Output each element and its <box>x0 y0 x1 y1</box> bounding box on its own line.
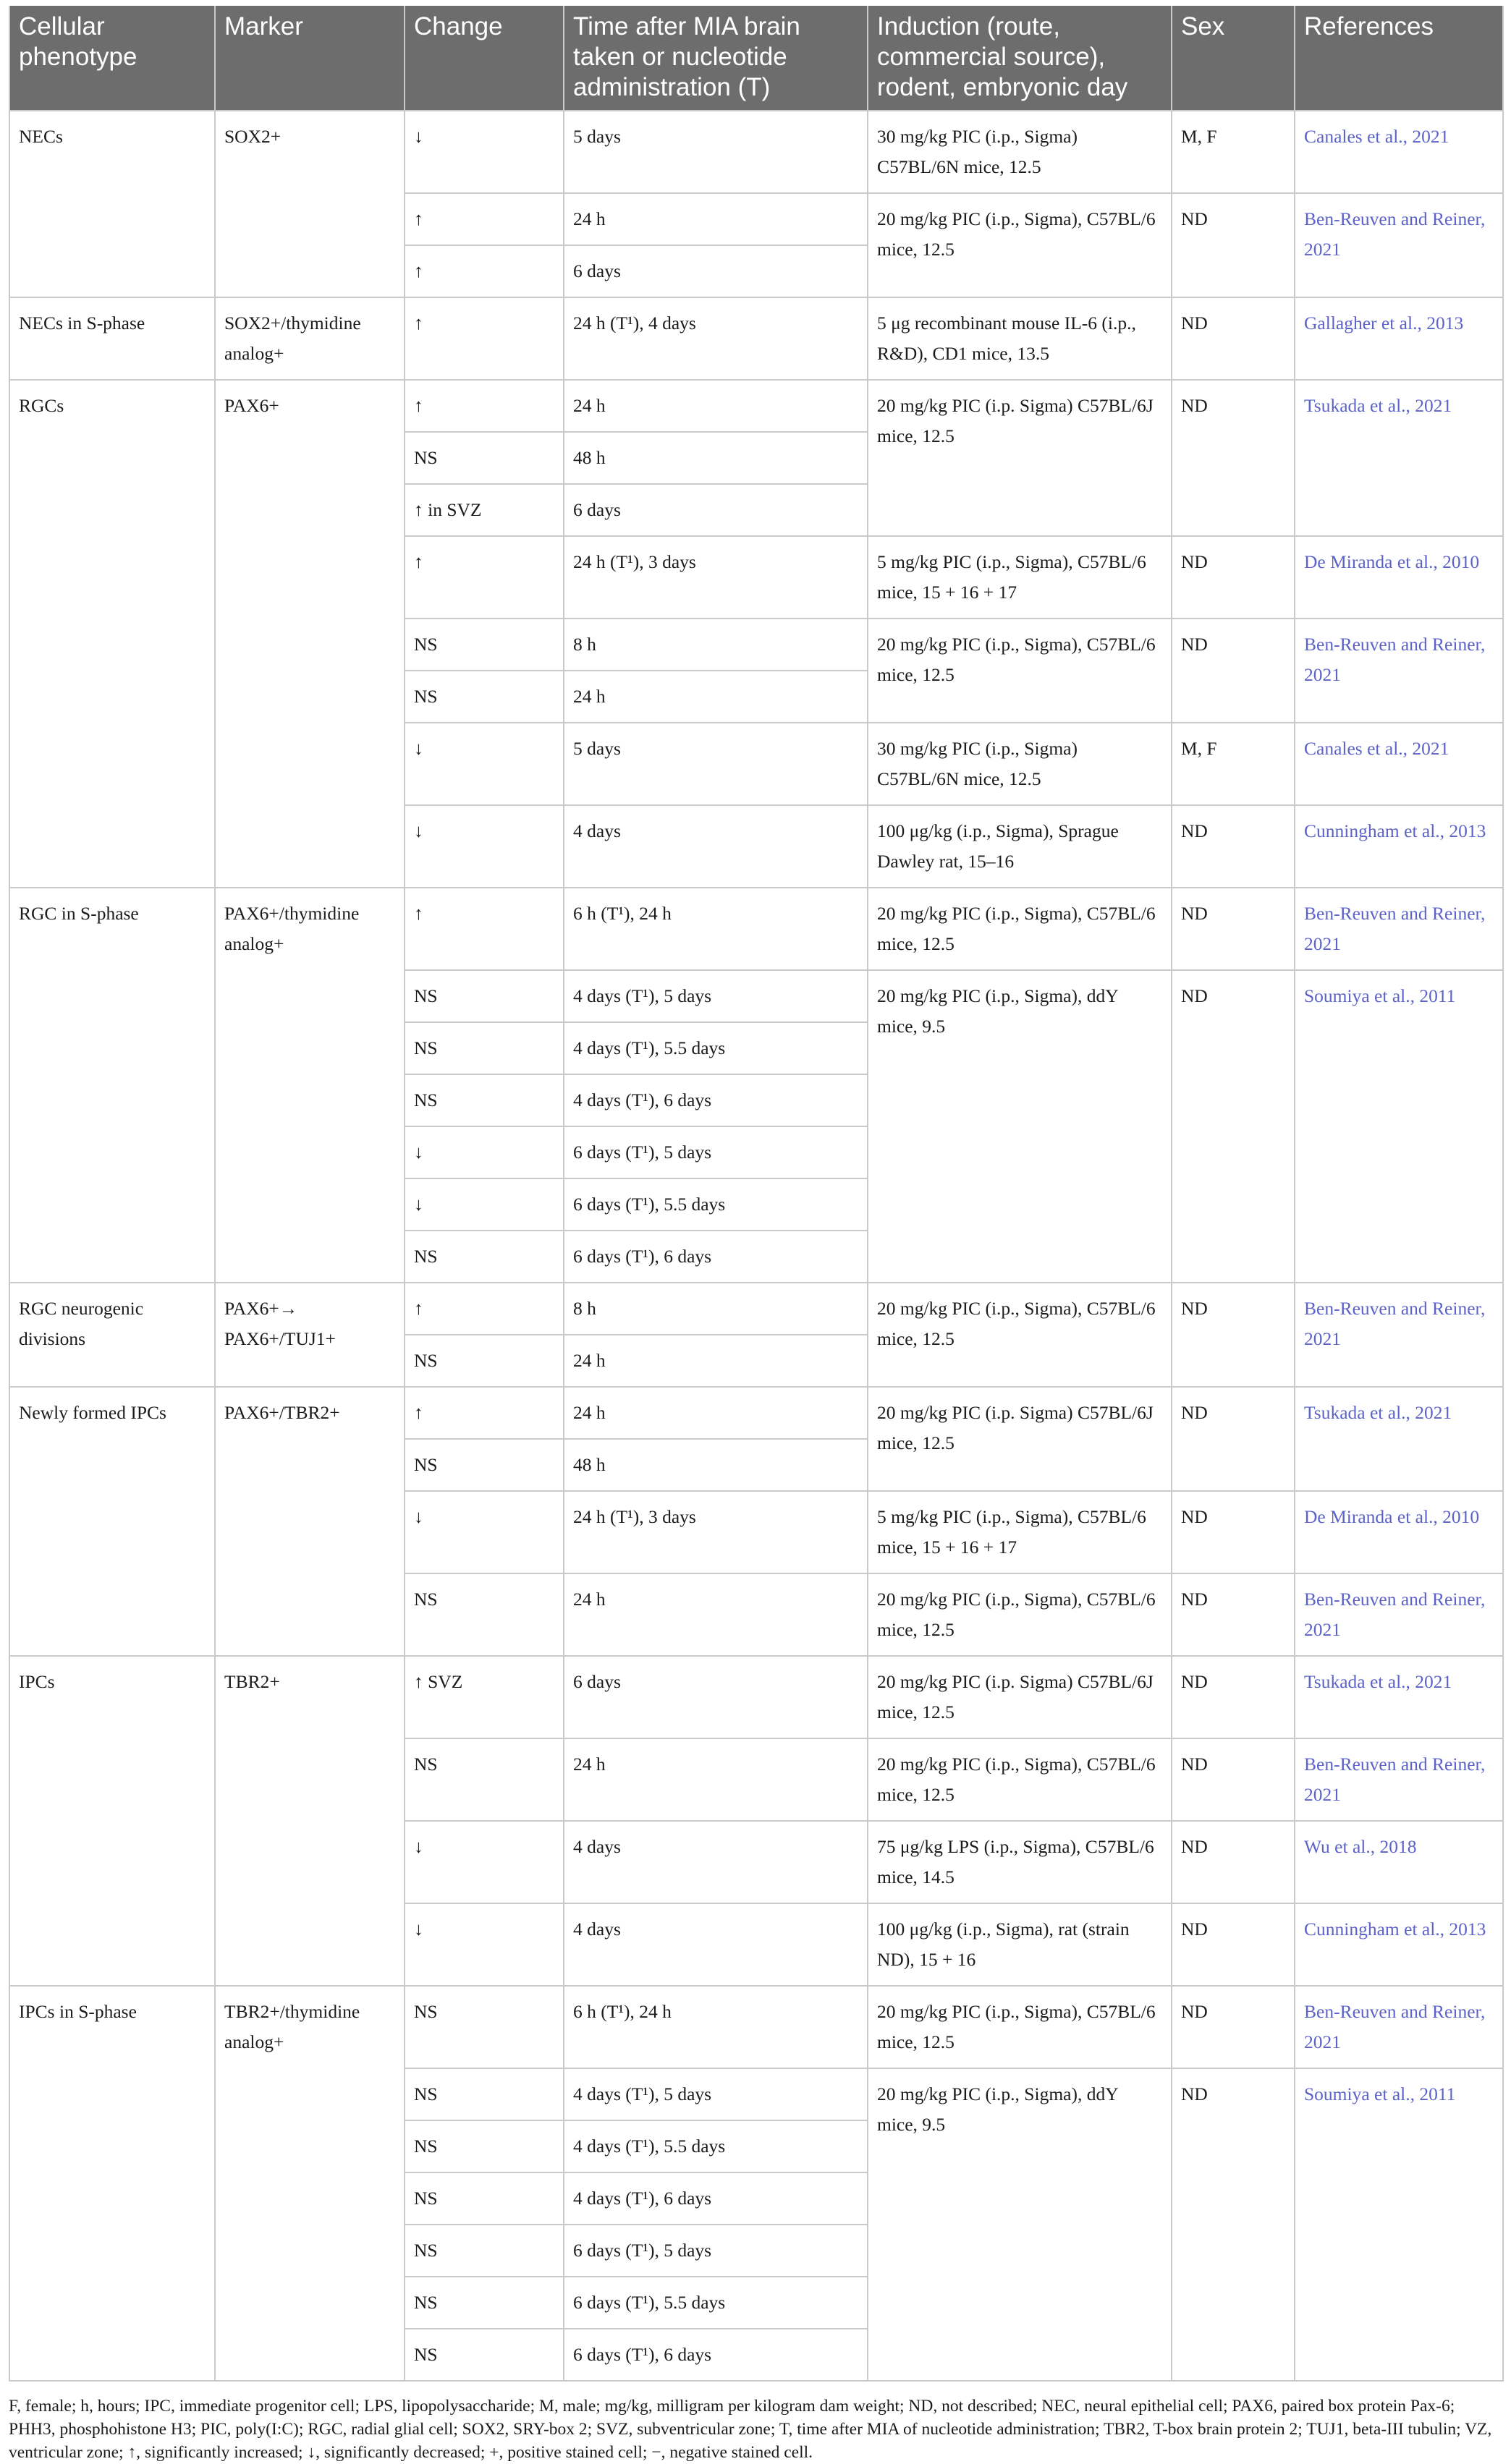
cell-phenotype: Newly formed IPCs <box>9 1387 215 1656</box>
cell-time: 5 days <box>564 111 868 193</box>
cell-time: 6 days (T¹), 5.5 days <box>564 2277 868 2329</box>
cell-change: NS <box>405 619 564 671</box>
cell-change: NS <box>405 2120 564 2172</box>
cell-change: NS <box>405 1231 564 1283</box>
cell-induction: 5 μg recombinant mouse IL-6 (i.p., R&D), CD1 mice, 13.5 <box>868 297 1172 380</box>
cell-reference[interactable]: De Miranda et al., 2010 <box>1295 536 1503 619</box>
header-time: Time after MIA brain taken or nucleotide administration (T) <box>564 6 868 111</box>
cell-sex: ND <box>1172 805 1295 888</box>
cell-phenotype: NECs in S-phase <box>9 297 215 380</box>
cell-time: 6 days (T¹), 5 days <box>564 2225 868 2277</box>
cell-induction: 20 mg/kg PIC (i.p., Sigma), C57BL/6 mice, 12.5 <box>868 1573 1172 1656</box>
table-row <box>9 1656 1503 1738</box>
cell-reference[interactable]: Cunningham et al., 2013 <box>1295 1903 1503 1986</box>
cell-marker: TBR2+/thymidine analog+ <box>215 1986 405 2381</box>
cell-sex: ND <box>1172 1821 1295 1903</box>
cell-induction: 20 mg/kg PIC (i.p., Sigma), ddY mice, 9.5 <box>868 970 1172 1283</box>
cell-change: NS <box>405 2329 564 2381</box>
table-row <box>9 1283 1503 1335</box>
table-footnote: F, female; h, hours; IPC, immediate progenitor cell; LPS, lipopolysaccharide; M, male; mg/kg, milligram per kilogram dam weight; ND, not described; NEC, neural epithelial cell; PAX6, paired box protein Pax-6; PHH3, phosphohistone H3; PIC, poly(I:C); RGC, radial glial cell; SOX2, SRY-box 2; SVZ, subventricular zone; T, time after MIA of nucleotide administration; TBR2, T-box brain protein 2; TUJ1, beta-III tubulin; VZ, ventricular zone; ↑, significantly increased; ↓, significantly decreased; +, positive stained cell; −, negative stained cell. <box>9 2397 1492 2462</box>
cell-time: 4 days (T¹), 5.5 days <box>564 1022 868 1074</box>
cell-change: NS <box>405 2225 564 2277</box>
cell-time: 8 h <box>564 619 868 671</box>
cell-induction: 20 mg/kg PIC (i.p., Sigma), C57BL/6 mice, 12.5 <box>868 1738 1172 1821</box>
cell-sex: ND <box>1172 2068 1295 2381</box>
cell-change: ↑ <box>405 297 564 380</box>
cell-induction: 75 μg/kg LPS (i.p., Sigma), C57BL/6 mice, 14.5 <box>868 1821 1172 1903</box>
cell-time: 24 h (T¹), 4 days <box>564 297 868 380</box>
cell-phenotype: IPCs in S-phase <box>9 1986 215 2381</box>
cell-change: ↓ <box>405 1178 564 1231</box>
cell-change: NS <box>405 1335 564 1387</box>
cell-sex: M, F <box>1172 111 1295 193</box>
cell-sex: ND <box>1172 536 1295 619</box>
cell-change: ↓ <box>405 1903 564 1986</box>
cell-change: ↑ <box>405 193 564 245</box>
cell-time: 6 days (T¹), 6 days <box>564 2329 868 2381</box>
cell-reference[interactable]: Ben-Reuven and Reiner, 2021 <box>1295 1573 1503 1656</box>
cell-change: NS <box>405 2277 564 2329</box>
cell-time: 6 days <box>564 1656 868 1738</box>
cell-sex: ND <box>1172 1738 1295 1821</box>
header-references: References <box>1295 6 1503 111</box>
cell-time: 4 days (T¹), 6 days <box>564 2172 868 2225</box>
cell-change: ↓ <box>405 1491 564 1573</box>
cell-reference[interactable]: Tsukada et al., 2021 <box>1295 380 1503 536</box>
cell-time: 5 days <box>564 723 868 805</box>
cell-marker: PAX6+/thymidine analog+ <box>215 888 405 1283</box>
cell-reference[interactable]: De Miranda et al., 2010 <box>1295 1491 1503 1573</box>
cell-time: 4 days (T¹), 6 days <box>564 1074 868 1126</box>
cell-change: ↑ <box>405 1283 564 1335</box>
cell-marker: PAX6+/TBR2+ <box>215 1387 405 1656</box>
cell-change: ↑ <box>405 536 564 619</box>
table-row <box>9 111 1503 193</box>
table-row <box>9 1387 1503 1439</box>
cell-change: NS <box>405 1022 564 1074</box>
cell-time: 24 h (T¹), 3 days <box>564 536 868 619</box>
cell-marker: PAX6+ <box>215 380 405 888</box>
header-cellular-phenotype: Cellular phenotype <box>9 6 215 111</box>
cell-sex: ND <box>1172 380 1295 536</box>
cell-time: 6 days (T¹), 5.5 days <box>564 1178 868 1231</box>
cell-time: 24 h <box>564 1573 868 1656</box>
cell-time: 24 h <box>564 1335 868 1387</box>
cell-time: 6 days <box>564 484 868 536</box>
cell-change: NS <box>405 432 564 484</box>
header-sex: Sex <box>1172 6 1295 111</box>
cell-time: 6 days <box>564 245 868 297</box>
cell-reference[interactable]: Canales et al., 2021 <box>1295 111 1503 193</box>
cell-change: NS <box>405 1573 564 1656</box>
table-row <box>9 1986 1503 2068</box>
cell-reference[interactable]: Wu et al., 2018 <box>1295 1821 1503 1903</box>
cell-sex: ND <box>1172 1491 1295 1573</box>
cell-change: NS <box>405 671 564 723</box>
header-change: Change <box>405 6 564 111</box>
cell-time: 6 days (T¹), 5 days <box>564 1126 868 1178</box>
cell-induction: 30 mg/kg PIC (i.p., Sigma) C57BL/6N mice, 12.5 <box>868 111 1172 193</box>
cell-reference[interactable]: Tsukada et al., 2021 <box>1295 1387 1503 1491</box>
cell-induction: 20 mg/kg PIC (i.p., Sigma), C57BL/6 mice, 12.5 <box>868 1986 1172 2068</box>
cell-change: NS <box>405 970 564 1022</box>
cell-reference[interactable]: Ben-Reuven and Reiner, 2021 <box>1295 1283 1503 1387</box>
cell-change: NS <box>405 2172 564 2225</box>
cell-phenotype: IPCs <box>9 1656 215 1986</box>
table-row <box>9 380 1503 432</box>
cell-change: ↓ <box>405 111 564 193</box>
header-marker: Marker <box>215 6 405 111</box>
cell-marker: PAX6+→ PAX6+/TUJ1+ <box>215 1283 405 1387</box>
data-table <box>9 6 1504 2382</box>
cell-change: ↑ <box>405 1387 564 1439</box>
cell-sex: ND <box>1172 1903 1295 1986</box>
cell-sex: ND <box>1172 1656 1295 1738</box>
cell-sex: M, F <box>1172 723 1295 805</box>
cell-time: 4 days <box>564 1821 868 1903</box>
cell-phenotype: RGC neurogenic divisions <box>9 1283 215 1387</box>
cell-phenotype: RGCs <box>9 380 215 888</box>
cell-reference[interactable]: Ben-Reuven and Reiner, 2021 <box>1295 888 1503 970</box>
cell-reference[interactable]: Ben-Reuven and Reiner, 2021 <box>1295 1738 1503 1821</box>
cell-sex: ND <box>1172 1573 1295 1656</box>
table-row <box>9 888 1503 970</box>
cell-induction: 20 mg/kg PIC (i.p. Sigma) C57BL/6J mice, 12.5 <box>868 1387 1172 1491</box>
cell-reference[interactable]: Gallagher et al., 2013 <box>1295 297 1503 380</box>
cell-reference[interactable]: Ben-Reuven and Reiner, 2021 <box>1295 619 1503 723</box>
cell-sex: ND <box>1172 297 1295 380</box>
cell-sex: ND <box>1172 619 1295 723</box>
cell-change: ↑ <box>405 245 564 297</box>
cell-marker: TBR2+ <box>215 1656 405 1986</box>
cell-induction: 20 mg/kg PIC (i.p., Sigma), C57BL/6 mice, 12.5 <box>868 619 1172 723</box>
cell-time: 6 h (T¹), 24 h <box>564 1986 868 2068</box>
cell-time: 24 h <box>564 671 868 723</box>
table-row <box>9 297 1503 380</box>
cell-change: NS <box>405 2068 564 2120</box>
cell-reference[interactable]: Tsukada et al., 2021 <box>1295 1656 1503 1738</box>
cell-time: 4 days (T¹), 5.5 days <box>564 2120 868 2172</box>
cell-change: ↑ <box>405 888 564 970</box>
cell-induction: 20 mg/kg PIC (i.p., Sigma), C57BL/6 mice, 12.5 <box>868 1283 1172 1387</box>
cell-phenotype: RGC in S-phase <box>9 888 215 1283</box>
cell-sex: ND <box>1172 1387 1295 1491</box>
cell-change: NS <box>405 1738 564 1821</box>
cell-change: ↓ <box>405 1126 564 1178</box>
cell-sex: ND <box>1172 970 1295 1283</box>
cell-reference[interactable]: Ben-Reuven and Reiner, 2021 <box>1295 1986 1503 2068</box>
cell-time: 6 days (T¹), 6 days <box>564 1231 868 1283</box>
cell-time: 24 h <box>564 1738 868 1821</box>
cell-time: 8 h <box>564 1283 868 1335</box>
cell-time: 24 h (T¹), 3 days <box>564 1491 868 1573</box>
cell-sex: ND <box>1172 193 1295 297</box>
cell-change: NS <box>405 1986 564 2068</box>
cell-induction: 20 mg/kg PIC (i.p. Sigma) C57BL/6J mice, 12.5 <box>868 380 1172 536</box>
cell-change: NS <box>405 1439 564 1491</box>
cell-phenotype: NECs <box>9 111 215 297</box>
cell-induction: 20 mg/kg PIC (i.p. Sigma) C57BL/6J mice, 12.5 <box>868 1656 1172 1738</box>
cell-time: 48 h <box>564 1439 868 1491</box>
table-body <box>9 111 1503 2381</box>
cell-induction: 20 mg/kg PIC (i.p., Sigma), C57BL/6 mice, 12.5 <box>868 193 1172 297</box>
cell-induction: 5 mg/kg PIC (i.p., Sigma), C57BL/6 mice, 15 + 16 + 17 <box>868 536 1172 619</box>
cell-marker: SOX2+ <box>215 111 405 297</box>
cell-time: 4 days <box>564 805 868 888</box>
cell-time: 4 days (T¹), 5 days <box>564 970 868 1022</box>
cell-reference[interactable]: Canales et al., 2021 <box>1295 723 1503 805</box>
cell-sex: ND <box>1172 888 1295 970</box>
table-container <box>9 6 1502 2464</box>
cell-time: 24 h <box>564 1387 868 1439</box>
cell-change: ↑ <box>405 380 564 432</box>
cell-induction: 20 mg/kg PIC (i.p., Sigma), ddY mice, 9.5 <box>868 2068 1172 2381</box>
cell-induction: 100 μg/kg (i.p., Sigma), rat (strain ND), 15 + 16 <box>868 1903 1172 1986</box>
cell-induction: 20 mg/kg PIC (i.p., Sigma), C57BL/6 mice, 12.5 <box>868 888 1172 970</box>
cell-change: ↑ SVZ <box>405 1656 564 1738</box>
cell-reference[interactable]: Ben-Reuven and Reiner, 2021 <box>1295 193 1503 297</box>
cell-induction: 100 μg/kg (i.p., Sigma), Sprague Dawley rat, 15–16 <box>868 805 1172 888</box>
cell-sex: ND <box>1172 1283 1295 1387</box>
cell-reference[interactable]: Soumiya et al., 2011 <box>1295 2068 1503 2381</box>
cell-induction: 30 mg/kg PIC (i.p., Sigma) C57BL/6N mice, 12.5 <box>868 723 1172 805</box>
cell-time: 6 h (T¹), 24 h <box>564 888 868 970</box>
cell-marker: SOX2+/thymidine analog+ <box>215 297 405 380</box>
cell-change: ↓ <box>405 723 564 805</box>
cell-reference[interactable]: Soumiya et al., 2011 <box>1295 970 1503 1283</box>
cell-change: ↓ <box>405 1821 564 1903</box>
cell-induction: 5 mg/kg PIC (i.p., Sigma), C57BL/6 mice, 15 + 16 + 17 <box>868 1491 1172 1573</box>
cell-change: NS <box>405 1074 564 1126</box>
cell-time: 48 h <box>564 432 868 484</box>
cell-time: 24 h <box>564 380 868 432</box>
header-induction: Induction (route, commercial source), rodent, embryonic day <box>868 6 1172 111</box>
cell-change: ↑ in SVZ <box>405 484 564 536</box>
cell-time: 24 h <box>564 193 868 245</box>
cell-time: 4 days <box>564 1903 868 1986</box>
header-row <box>9 6 1503 111</box>
cell-change: ↓ <box>405 805 564 888</box>
cell-sex: ND <box>1172 1986 1295 2068</box>
cell-time: 4 days (T¹), 5 days <box>564 2068 868 2120</box>
cell-reference[interactable]: Cunningham et al., 2013 <box>1295 805 1503 888</box>
